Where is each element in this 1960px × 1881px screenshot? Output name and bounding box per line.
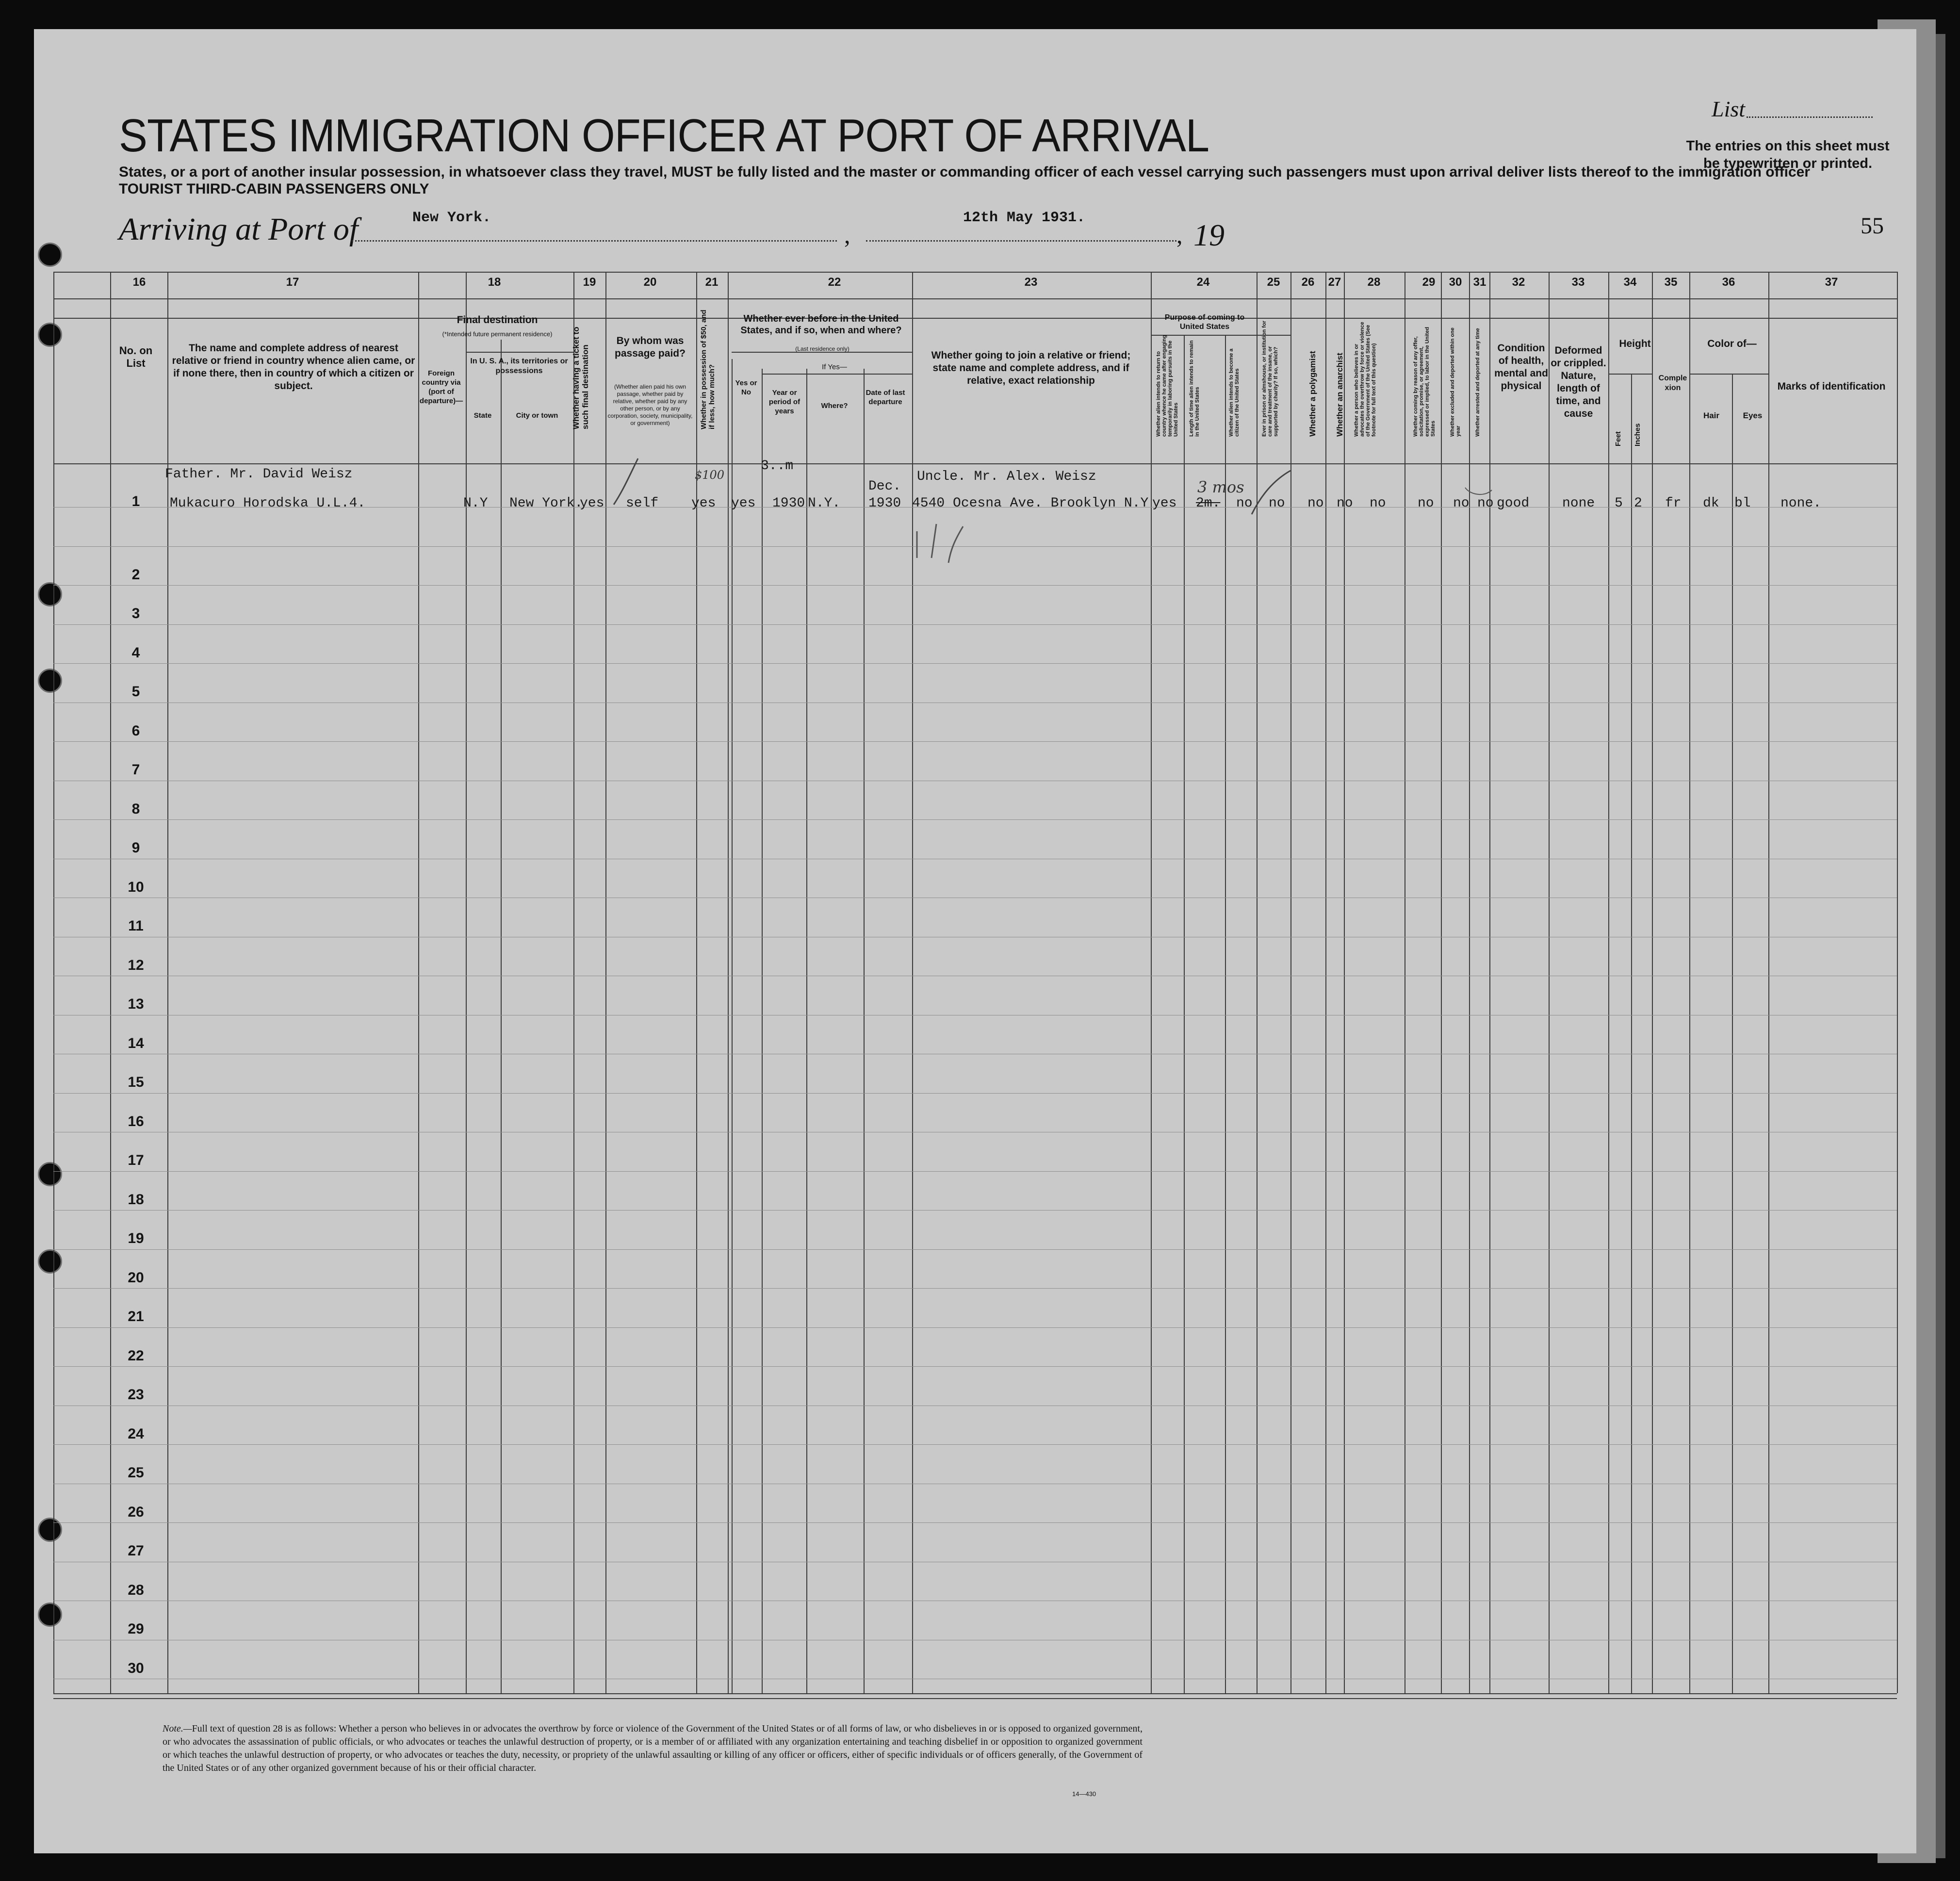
row-number: 18	[128, 1192, 144, 1208]
entry-arrested: no	[1477, 496, 1494, 511]
header-by-whom-note: (Whether alien paid his own passage, whether paid by relative, whether paid by any other person, or by any corporation, society, municipality, or government)	[607, 383, 693, 426]
header-purpose-return: Whether alien intends to return to country whence he came after engaging temporarily in laboring pursuits in the United States	[1156, 335, 1179, 437]
header-health: Condition of health, mental and physical	[1494, 343, 1548, 392]
header-prison: Ever in prison or almshouse, or institution for care and treatment of the insane, or supported by charity? If so, which?	[1261, 321, 1279, 437]
header-ticket: Whether having a ticket to such final destination	[572, 327, 590, 429]
column-number: 36	[1722, 276, 1735, 289]
column-number: 28	[1367, 276, 1381, 289]
entry-marks: none.	[1780, 496, 1822, 511]
header-date-departure: Date of last departure	[866, 389, 905, 406]
entry-year: 1930	[772, 496, 805, 511]
row-number: 3	[131, 605, 140, 622]
header-purpose-length: Length of time alien intends to remain in the United States	[1189, 340, 1200, 437]
row-number: 30	[128, 1660, 144, 1676]
header-feet: Feet	[1614, 431, 1622, 446]
header-complexion: Complexion	[1658, 374, 1687, 392]
header-ever-before: Whether ever before in the United States, and if so, when and where?	[740, 313, 902, 336]
arriving-label: Arriving at Port of	[119, 212, 359, 247]
row-number: 26	[128, 1504, 144, 1520]
header-eyes: Eyes	[1743, 411, 1763, 420]
row-number: 12	[128, 957, 144, 973]
column-number: 35	[1664, 276, 1678, 289]
entry-deformed: none	[1562, 496, 1595, 511]
entry-join-line2: 4540 Ocesna Ave. Brooklyn N.Y	[912, 496, 1149, 511]
year-prefix: 19	[1193, 218, 1225, 252]
header-hair: Hair	[1703, 411, 1720, 420]
row-number: 28	[128, 1582, 144, 1598]
entry-ever-before: yes	[731, 496, 756, 511]
row-number: 1	[131, 493, 140, 509]
column-number: 29	[1422, 276, 1436, 289]
entry-paid-by: self	[626, 496, 659, 511]
column-number: 21	[705, 276, 719, 289]
row-number: 20	[128, 1270, 144, 1286]
header-by-whom: By whom was passage paid?	[615, 335, 686, 359]
comma: ,	[844, 221, 850, 248]
column-number: 32	[1512, 276, 1525, 289]
header-no-on-list: No. on List	[119, 344, 153, 369]
row-number: 2	[131, 567, 140, 583]
page-title: STATES IMMIGRATION OFFICER AT PORT OF ARRIVAL	[119, 110, 1209, 162]
entry-purpose-return: yes	[1152, 496, 1177, 511]
entry-offer: no	[1418, 496, 1434, 511]
entry-where: N.Y.	[808, 496, 841, 511]
entry-inches: 2	[1634, 496, 1642, 511]
column-number: 16	[132, 276, 146, 289]
header-nearest-relative: The name and complete address of nearest relative or friend in country whence alien came, or if none there, then in country of which a citizen or subject.	[172, 343, 415, 392]
entry-possession-amount: $100	[695, 468, 725, 482]
row-number: 23	[128, 1387, 144, 1403]
row-number: 4	[131, 645, 140, 661]
header-foreign-country: Foreign country via (port of departure)—	[419, 369, 463, 405]
comma: ,	[1176, 221, 1183, 248]
header-possession: Whether in possession of $50, and if less, how much?	[700, 310, 716, 429]
header-in-usa: In U. S. A., its territories or possessions	[470, 357, 568, 375]
entry-period: 3..m	[761, 458, 794, 474]
header-overthrow: Whether a person who believes in or advocates the overthrow by force or violence of the Government of the United States (See footnote for full text of this question)	[1354, 322, 1377, 437]
entry-prison: no	[1269, 496, 1285, 511]
entry-departure-month: Dec.	[868, 479, 901, 494]
header-final-destination: Final destination	[457, 314, 538, 326]
entry-complexion: fr	[1665, 496, 1682, 511]
row-number: 6	[131, 723, 140, 739]
entry-overthrow: no	[1370, 496, 1386, 511]
passenger-class: TOURIST THIRD-CABIN PASSENGERS ONLY	[119, 181, 429, 197]
header-where: Where?	[821, 402, 848, 410]
header-color-of: Color of—	[1707, 338, 1757, 349]
list-label: List	[1712, 97, 1746, 121]
row-number: 14	[128, 1035, 144, 1051]
header-join-relative: Whether going to join a relative or friend; state name and complete address, and if relative, exact relationship	[931, 350, 1131, 386]
row-number: 21	[128, 1309, 144, 1325]
entry-eyes: bl	[1734, 496, 1751, 511]
entry-ticket: yes	[580, 496, 604, 511]
column-number: 22	[828, 276, 841, 289]
column-number: 31	[1473, 276, 1486, 289]
header-city: City or town	[516, 411, 558, 420]
entry-relative-line1: Father. Mr. David Weisz	[165, 467, 353, 482]
entry-length-handwritten: 3 mos	[1197, 478, 1244, 496]
entry-citizen: no	[1236, 496, 1253, 511]
column-number: 33	[1571, 276, 1585, 289]
header-polygamist: Whether a polygamist	[1308, 351, 1317, 437]
row-number: 9	[131, 840, 140, 856]
header-anarchist: Whether an anarchist	[1335, 353, 1344, 437]
entry-length-struck: 2m.	[1196, 496, 1221, 511]
entry-feet: 5	[1615, 496, 1623, 511]
entry-city: New York.	[509, 496, 583, 511]
header-height: Height	[1619, 338, 1651, 349]
row-number: 29	[128, 1621, 144, 1637]
column-number: 30	[1449, 276, 1462, 289]
entry-state: N.Y	[463, 496, 488, 511]
footnote-lead: Note.—	[163, 1723, 192, 1734]
header-final-destination-note: (*Intended future permanent residence)	[442, 330, 553, 338]
header-if-yes: If Yes—	[822, 363, 847, 371]
row-number: 5	[131, 684, 140, 700]
row-number: 15	[128, 1074, 144, 1090]
column-number: 23	[1024, 276, 1038, 289]
page-number: 55	[1861, 213, 1884, 239]
column-number: 18	[488, 276, 501, 289]
date-value: 12th May 1931.	[963, 210, 1086, 226]
column-number: 17	[286, 276, 299, 289]
header-arrested: Whether arrested and deported at any time	[1475, 328, 1481, 437]
port-value: New York.	[412, 210, 491, 226]
row-number: 11	[128, 918, 144, 934]
column-number: 26	[1301, 276, 1315, 289]
header-state: State	[474, 411, 492, 420]
entry-anarchist: no	[1337, 496, 1353, 511]
header-last-residence: (Last residence only)	[795, 345, 849, 352]
entry-departure-year: 1930	[868, 496, 901, 511]
column-number: 34	[1623, 276, 1637, 289]
row-number: 10	[128, 879, 144, 895]
row-number: 13	[128, 996, 144, 1012]
row-number: 25	[128, 1465, 144, 1481]
header-marks: Marks of identification	[1777, 381, 1886, 392]
row-number: 8	[131, 801, 140, 817]
column-number: 37	[1825, 276, 1838, 289]
typewritten-note: The entries on this sheet must be typewritten or printed.	[1686, 138, 1890, 171]
column-number: 27	[1328, 276, 1341, 289]
entry-hair: dk	[1703, 496, 1719, 511]
column-number: 25	[1267, 276, 1280, 289]
entry-relative-line2: Mukacuro Horodska U.L.4.	[170, 496, 366, 511]
row-number: 19	[128, 1230, 144, 1246]
footnote	[163, 1722, 1143, 1775]
header-yes-or-no: Yes or No	[735, 379, 757, 396]
row-number: 16	[128, 1113, 144, 1129]
row-number: 27	[128, 1543, 144, 1559]
header-excluded: Whether excluded and deported within one year	[1450, 327, 1461, 437]
header-year-period: Year or period of years	[768, 389, 800, 415]
column-number: 19	[583, 276, 596, 289]
form-number: 14—430	[1072, 1790, 1096, 1798]
entry-excluded: no	[1453, 496, 1470, 511]
row-number: 17	[128, 1152, 144, 1168]
footnote-text: Full text of question 28 is as follows: Whether a person who believes in or advocates the overthrow by force or violence of the Government of the United States or of all forms of law, or who disbelieves in or is opposed to organized government, or who advocates the assassination of public officials, or who advocates or teaches the unlawful destruction of property, or is a member of or affiliated with any organization entertaining and teaching disbelief in or opposition to organized government or which teaches the unlawful destruction of property, or who advocates or teaches the duty, necessity, or propriety of the unlawful assaulting or killing of any officer or officers, either of specific individuals or of officers generally, of the Government of the United States or of any other organized government because of his or their official character.	[163, 1723, 1143, 1773]
column-number: 20	[643, 276, 657, 289]
row-number: 24	[128, 1426, 144, 1442]
row-number: 7	[131, 762, 140, 778]
header-inches: Inches	[1633, 423, 1642, 446]
subtitle-line: States, or a port of another insular possession, in whatsoever class they travel, MUST be fully listed and the master or commanding officer of each vessel carrying such passengers must upon arrival deliver lists thereof to the immigration officer	[119, 164, 1810, 180]
row-number: 22	[128, 1348, 144, 1364]
header-purpose: Purpose of coming to United States	[1164, 313, 1245, 331]
header-offer: Whether coming by reason of any offer, solicitation, promise, or agreement, expressed or implied, to labor in the United States	[1413, 327, 1436, 437]
entry-possession: yes	[691, 496, 716, 511]
column-number: 24	[1196, 276, 1210, 289]
header-purpose-citizen: Whether alien intends to become a citizen of the United States	[1228, 348, 1240, 437]
entry-join-line1: Uncle. Mr. Alex. Weisz	[917, 469, 1096, 484]
entry-polygamist: no	[1307, 496, 1324, 511]
entry-health: good	[1497, 496, 1530, 511]
header-deformed: Deformed or crippled. Nature, length of time, and cause	[1551, 345, 1606, 419]
